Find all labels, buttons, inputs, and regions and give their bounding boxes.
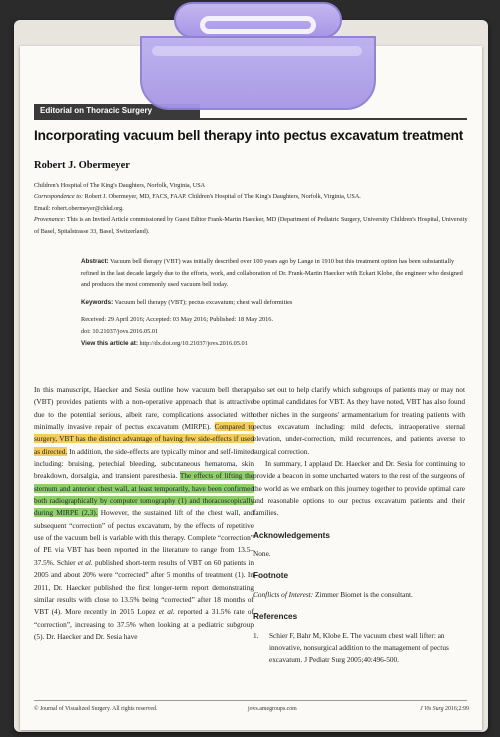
acknowledgements-heading: Acknowledgements — [253, 530, 330, 540]
et-al: et al. — [77, 557, 93, 567]
banner-rule — [34, 118, 467, 120]
correspondence — [34, 191, 470, 202]
body-column-right — [253, 384, 465, 667]
received-dates: Received: 29 April 2016; Accepted: 03 May 2016; Published: 18 May 2016. — [81, 316, 274, 324]
footer-copyright: © Journal of Visualized Surgery. All rights reserved. — [34, 706, 158, 712]
footer-website[interactable]: jovs.amegroups.com — [248, 706, 297, 712]
email[interactable]: Email: robert.obermeyer@chkd.org. — [34, 204, 124, 212]
clip-ring — [200, 16, 316, 34]
paragraph: In summary, I applaud Dr. Haecker and Dr. Sesia for continuing to provide a beacon in some uncharted waters to the rest of the surgeons of the world as we embark on this journey together to provide optimal care and reasonable options to our pectus excavatum patients and their families. — [253, 459, 465, 518]
text-run: reported a 31.5% rate of “correction”, increasing to 37.5% when looking at a pediatric subgroup (5). Dr. Haecker and Dr. Sesia have — [34, 607, 254, 641]
reference-text: Schier F, Bahr M, Klobe E. The vacuum chest wall lifter: an innovative, nonsurgical addition to the management of pectus excavatum. J Pediatr Surg 2005;40:496-500. — [269, 630, 449, 665]
conflicts-of-interest — [253, 589, 465, 601]
journal-abbrev: J Vis Surg — [420, 706, 444, 712]
text-run: In addition, the side-effects are typically minor and self-limited including: bruising, petechial bleeding, subcutaneous hematoma, skin breakdown, dorsalgia, and transient paresthesia. — [34, 446, 254, 481]
coi-text: Zimmer Biomet is the consultant. — [314, 589, 413, 599]
footer-citation — [420, 706, 469, 712]
affiliations — [34, 180, 470, 237]
reference-item — [253, 630, 465, 667]
article-title: Incorporating vacuum bell therapy into pectus excavatum treatment — [34, 128, 464, 143]
provenance — [34, 214, 470, 237]
view-label: View this article at: — [81, 339, 138, 347]
provenance-label: Provenance: — [34, 216, 66, 224]
reference-number: 1. — [253, 630, 259, 640]
abstract-label: Abstract: — [81, 258, 109, 265]
article-page — [20, 46, 482, 730]
clip-shine — [152, 46, 362, 56]
text-run: published short-term results of VBT on 60 patients in 2005 and about 20% were “corrected” after 5 months of treatment (1). In 2011, Dr. Haecker published the first longer-term report demonstrating similar results with close to 13.5% being “corrected” after 18 months of VBT (4). More recently in 2015 Lopez — [34, 557, 254, 617]
keywords — [81, 297, 467, 309]
text-run: However, the sustained lift of the chest wall, and subsequent “correction” of pectus excavatum, by the effects of repetitive use of the vacuum bell is variable with this therapy. Complete “correction” of PE via VBT has been reported in the literature to range from 13.5–37.5%. Schier — [34, 508, 255, 567]
abstract-block — [81, 256, 467, 349]
keywords-text: Vacuum bell therapy (VBT); pectus excavatum; chest wall deformities — [114, 298, 293, 306]
coi-label: Conflicts of Interest: — [253, 589, 314, 599]
author-name: Robert J. Obermeyer — [34, 160, 130, 171]
binder-clip — [140, 2, 376, 110]
footer-rule — [34, 700, 467, 701]
highlight-green: The effects of lifting the sternum and anterior chest wall, at least temporarily, have been confirmed both radiographically by computer tomography (1) and thoracoscopically during MIRPE (2,3). — [34, 471, 254, 518]
acknowledgements-text: None. — [253, 549, 271, 559]
abstract — [81, 256, 467, 291]
abstract-text: Vacuum bell therapy (VBT) was initially described over 100 years ago by Lange in 1910 but this treatment option has been substantially refined in the last decade largely due to the efforts, work, and collaboration of Dr. Frank-Martin Haecker with Eckart Klobe, the engineer who designed and produces the most commonly used vacuum bell today. — [81, 258, 463, 289]
correspondence-label: Correspondence to: — [34, 193, 84, 201]
text-run: In this manuscript, Haecker and Sesia outline how vacuum bell therapy (VBT) provides patients with a non-operative approach that is attractive due to the potential serious, albeit rare, complications associated with minimally invasive repair of pectus excavatum (MIRPE). — [34, 385, 254, 432]
correspondence-text: Robert J. Obermeyer, MD, FACS, FAAP. Children's Hospital of The King's Daughters, Norfolk, Virginia, USA. — [84, 193, 361, 201]
affiliation: Children's Hospital of The King's Daughters, Norfolk, Virginia, USA — [34, 182, 206, 189]
doi: doi: 10.21037/jovs.2016.05.01 — [81, 327, 159, 335]
view-url[interactable]: http://dx.doi.org/10.21037/jovs.2016.05.01 — [139, 339, 248, 347]
body-column-left — [34, 384, 254, 643]
section-banner: Editorial on Thoracic Surgery — [34, 104, 200, 118]
references-heading: References — [253, 612, 298, 622]
citation-volume: 2016;2:99 — [443, 706, 469, 712]
footnote-heading: Footnote — [253, 571, 289, 581]
paragraph: also set out to help clarify which subgroups of patients may or may not be optimal candidates for VBT. As they have noted, VBT has also found other niches in the surgeons' armamentarium for treating patients with pectus excavatum including: mild defects, intraoperative sternal elevation, under-correction, mild recurrences, and patients averse to surgical correction. — [253, 385, 465, 456]
paragraph — [34, 384, 254, 643]
view-article — [81, 338, 467, 350]
keywords-label: Keywords: — [81, 298, 114, 306]
et-al: et al. — [158, 607, 175, 617]
provenance-text: This is an Invited Article commissioned by Guest Editor Frank-Martin Haecker, MD (Department of Pediatric Surgery, University Children's Hospital, University of Basel, Spitalstrasse 33, Basel, Switzerland). — [34, 216, 468, 235]
highlight-yellow: Compared to surgery, VBT has the distinct advantage of having few side-effects if used as directed. — [34, 422, 254, 456]
clipboard — [14, 20, 488, 732]
